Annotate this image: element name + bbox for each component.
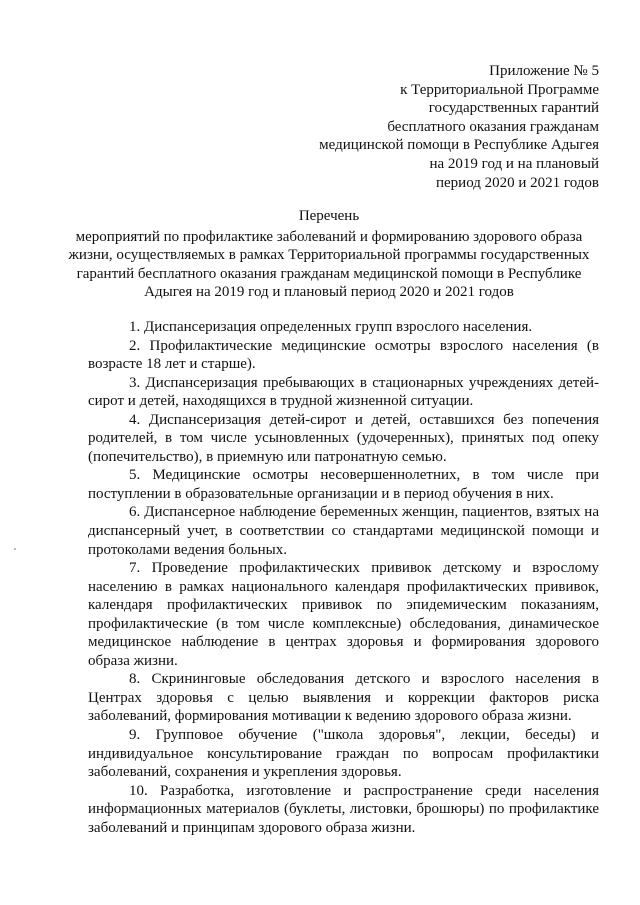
measures-list <box>88 318 599 837</box>
appendix-header <box>239 62 599 192</box>
appendix-line: медицинской помощи в Республике Адыгея <box>319 137 599 154</box>
appendix-line: государственных гарантий <box>428 100 599 117</box>
appendix-line: период 2020 и 2021 годов <box>435 174 599 191</box>
document-title <box>64 207 594 302</box>
list-item: 2. Профилактические медицинские осмотры взрослого населения (в возрасте 18 лет и старше). <box>88 337 599 373</box>
appendix-line: к Территориальной Программе <box>400 81 599 98</box>
title-heading: Перечень <box>298 208 360 224</box>
title-line: жизни, осуществляемых в рамках Территориальной программы государственных <box>68 247 590 264</box>
list-item: 10. Разработка, изготовление и распространение среди населения информационных материалов (буклеты, листовки, брошюры) по профилактике заболеваний и принципам здорового образа жизни. <box>88 782 599 836</box>
list-item: 8. Скрининговые обследования детского и взрослого населения в Центрах здоровья с целью выявления и коррекции факторов риска заболеваний, формирования мотивации к ведению здорового образа жизни. <box>88 671 599 725</box>
title-line: гарантий бесплатного оказания гражданам медицинской помощи в Республике <box>76 265 582 282</box>
list-item: 4. Диспансеризация детей-сирот и детей, оставшихся без попечения родителей, в том числе усыновленных (удочеренных), принятых под опеку (попечительство), в приемную или патронатную семью. <box>88 411 599 465</box>
list-item: 9. Групповое обучение ("школа здоровья", лекции, беседы) и индивидуальное консультирование граждан по вопросам профилактики заболеваний, сохранения и укрепления здоровья. <box>88 727 599 781</box>
appendix-line: бесплатного оказания гражданам <box>387 118 599 135</box>
title-subtitle <box>64 228 594 302</box>
appendix-line: на 2019 год и на плановый <box>429 155 599 172</box>
title-line: Адыгея на 2019 год и плановый период 2020 и 2021 годов <box>144 284 514 301</box>
list-item: 7. Проведение профилактических прививок детскому и взрослому населению в рамках национального календаря профилактических прививок, календаря профилактических прививок по эпидемическим показаниям, профилактические (в том числе комплексные) обследования, динамическое медицинское наблюдение в центрах здоровья и формирования здорового образа жизни. <box>88 560 599 669</box>
scan-margin-mark <box>14 548 16 550</box>
appendix-line: Приложение № 5 <box>489 63 599 79</box>
list-item: 6. Диспансерное наблюдение беременных женщин, пациентов, взятых на диспансерный учет, в соответствии со стандартами медицинской помощи и протоколами ведения больных. <box>88 504 599 558</box>
list-item: 1. Диспансеризация определенных групп взрослого населения. <box>129 319 533 335</box>
list-item: 3. Диспансеризация пребывающих в стационарных учреждениях детей-сирот и детей, находящихся в трудной жизненной ситуации. <box>88 374 599 410</box>
list-item: 5. Медицинские осмотры несовершеннолетних, в том числе при поступлении в образовательные организации и в период обучения в них. <box>88 467 599 502</box>
title-line: мероприятий по профилактике заболеваний и формированию здорового образа <box>75 228 583 245</box>
